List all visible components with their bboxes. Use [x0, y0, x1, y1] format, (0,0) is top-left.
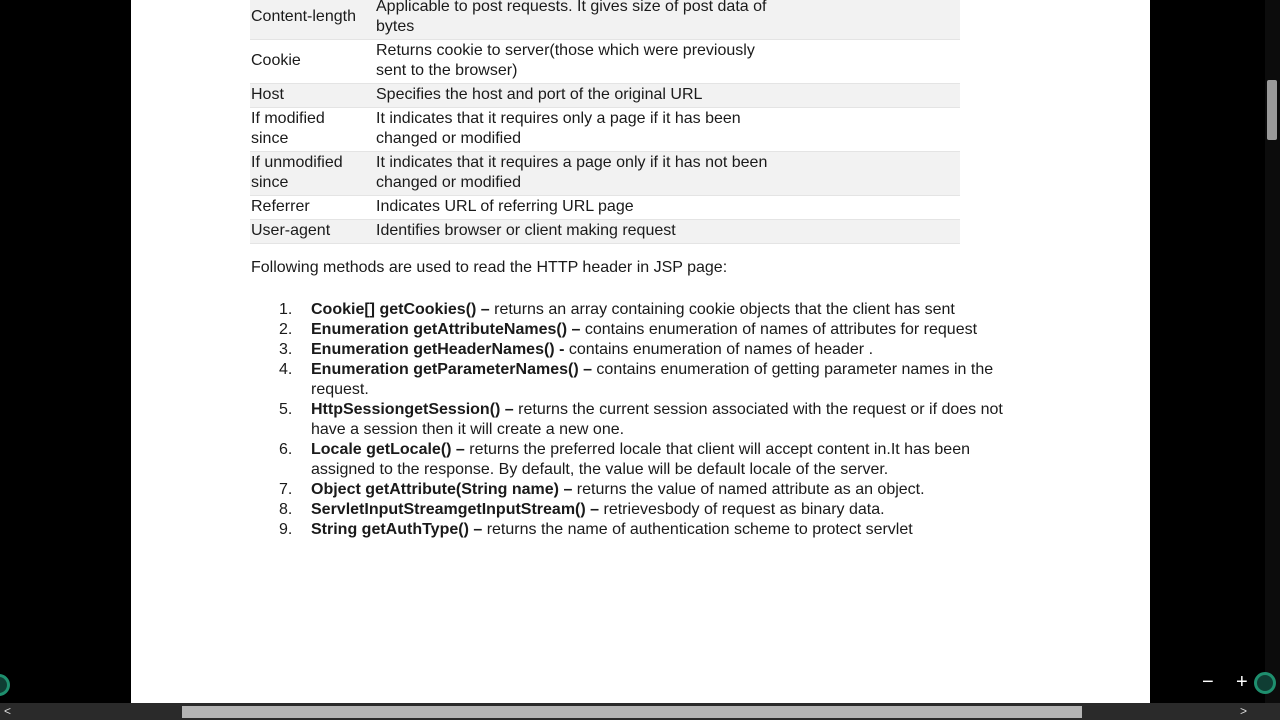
- header-name: User-agent: [250, 220, 375, 244]
- scroll-left-icon[interactable]: <: [4, 704, 12, 718]
- list-item: 2. Enumeration getAttributeNames() – contains enumeration of names of attributes for request: [279, 321, 978, 338]
- method-description: contains enumeration of names of attributes for request: [580, 321, 978, 338]
- document-page: [131, 0, 1150, 703]
- method-signature: Enumeration getParameterNames() –: [311, 361, 592, 378]
- method-signature: Enumeration getAttributeNames() –: [311, 321, 581, 338]
- method-description: returns the preferred locale that client will accept content in.It has been assigned to the response. By default, the value will be default locale of the server.: [311, 441, 970, 478]
- table-row: [250, 220, 960, 244]
- header-description: Indicates URL of referring URL page: [375, 196, 960, 220]
- list-item: 1. Cookie[] getCookies() – returns an array containing cookie objects that the client has sent: [279, 301, 955, 318]
- list-item: 6. Locale getLocale() – returns the preferred locale that client will accept content in.It has been assigned to the response. By default, the value will be default locale of the server.: [279, 441, 970, 478]
- method-description: returns the current session associated with the request or if does not have a session then it will create a new one.: [311, 401, 1003, 438]
- header-description: Identifies browser or client making request: [375, 220, 960, 244]
- list-item: 8. ServletInputStreamgetInputStream() – retrievesbody of request as binary data.: [279, 501, 885, 518]
- header-name: Referrer: [250, 196, 375, 220]
- method-signature: Cookie[] getCookies() –: [311, 301, 490, 318]
- header-description: It indicates that it requires only a page if it has been changed or modified: [375, 108, 960, 152]
- list-item: 4. Enumeration getParameterNames() – contains enumeration of getting parameter names in the request.: [279, 361, 994, 398]
- method-signature: HttpSessiongetSession() –: [311, 401, 514, 418]
- intro-paragraph: Following methods are used to read the HTTP header in JSP page:: [251, 259, 728, 276]
- header-name: Cookie: [250, 40, 375, 84]
- horizontal-scrollbar-thumb[interactable]: [182, 706, 1082, 718]
- cursor-ring-icon: [1254, 672, 1276, 694]
- side-ring-icon: [0, 674, 10, 696]
- horizontal-scrollbar[interactable]: [0, 703, 1280, 720]
- vertical-scrollbar-thumb[interactable]: [1267, 80, 1277, 140]
- header-name: If unmodified since: [250, 152, 375, 196]
- table-row: [250, 152, 960, 196]
- header-name: If modified since: [250, 108, 375, 152]
- header-description: It indicates that it requires a page only if it has not been changed or modified: [375, 152, 960, 196]
- table-row: [250, 196, 960, 220]
- list-item: 9. String getAuthType() – returns the name of authentication scheme to protect servlet: [279, 521, 913, 538]
- method-list: [251, 300, 1031, 540]
- zoom-out-button[interactable]: −: [1202, 671, 1214, 693]
- header-name: Host: [250, 84, 375, 108]
- http-header-table: [250, 0, 960, 244]
- table-row: [250, 0, 960, 40]
- table-row: [250, 84, 960, 108]
- header-description: Returns cookie to server(those which were previously sent to the browser): [375, 40, 960, 84]
- header-description: Specifies the host and port of the original URL: [375, 84, 960, 108]
- scroll-right-icon[interactable]: >: [1240, 704, 1248, 718]
- zoom-in-button[interactable]: +: [1236, 671, 1248, 693]
- vertical-scrollbar[interactable]: [1265, 0, 1280, 703]
- method-signature: Locale getLocale() –: [311, 441, 465, 458]
- method-signature: ServletInputStreamgetInputStream() –: [311, 501, 600, 518]
- list-item: 3. Enumeration getHeaderNames() - contains enumeration of names of header .: [279, 341, 874, 358]
- method-description: returns an array containing cookie objects that the client has sent: [489, 301, 955, 318]
- table-row: [250, 108, 960, 152]
- method-signature: Object getAttribute(String name) –: [311, 481, 573, 498]
- header-description: Applicable to post requests. It gives size of post data of bytes: [375, 0, 960, 40]
- list-item: 7. Object getAttribute(String name) – returns the value of named attribute as an object.: [279, 481, 925, 498]
- list-item: 5. HttpSessiongetSession() – returns the current session associated with the request or if does not have a session then it will create a new one.: [279, 401, 1003, 438]
- table-row: [250, 40, 960, 84]
- header-name: Content-length: [250, 0, 375, 40]
- method-description: contains enumeration of names of header .: [564, 341, 874, 358]
- method-description: retrievesbody of request as binary data.: [599, 501, 885, 518]
- method-description: contains enumeration of getting parameter names in the request.: [311, 361, 994, 398]
- method-description: returns the name of authentication scheme to protect servlet: [482, 521, 913, 538]
- method-signature: Enumeration getHeaderNames() -: [311, 341, 565, 358]
- method-signature: String getAuthType() –: [311, 521, 483, 538]
- method-description: returns the value of named attribute as an object.: [572, 481, 925, 498]
